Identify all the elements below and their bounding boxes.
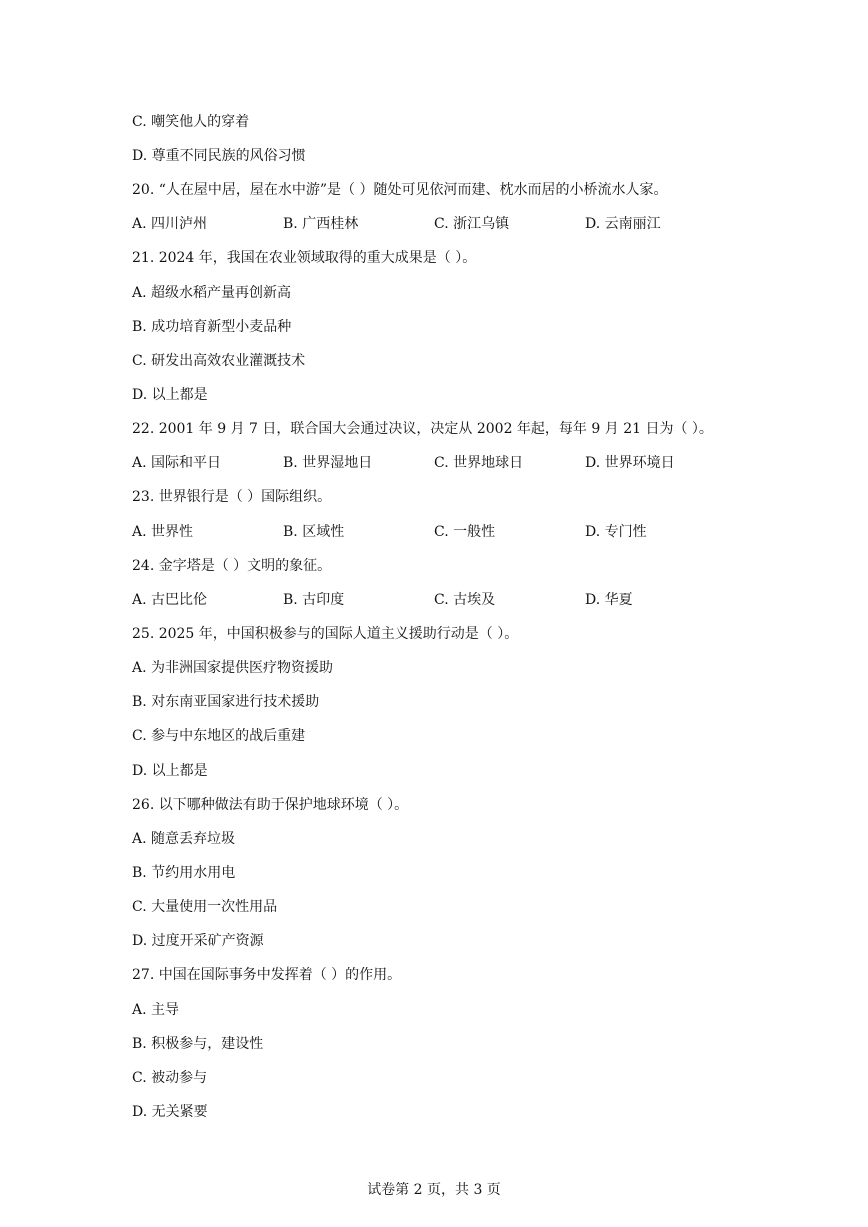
option-a: A. 四川泸州: [132, 216, 208, 232]
question-24: 24. 金字塔是（ ）文明的象征。: [132, 558, 332, 574]
option-line: D. 以上都是: [132, 387, 208, 403]
option-line: C. 嘲笑他人的穿着: [132, 114, 250, 130]
option-line: D. 过度开采矿产资源: [132, 933, 264, 949]
option-d: D. 世界环境日: [585, 455, 675, 471]
option-line: B. 积极参与，建设性: [132, 1036, 264, 1052]
option-a: A. 世界性: [132, 524, 194, 540]
option-line: A. 主导: [132, 1002, 180, 1018]
option-d: D. 华夏: [585, 592, 633, 608]
option-line: D. 尊重不同民族的风俗习惯: [132, 148, 306, 164]
option-line: B. 节约用水用电: [132, 865, 236, 881]
option-d: D. 云南丽江: [585, 216, 661, 232]
option-b: B. 区域性: [283, 524, 345, 540]
option-line: A. 超级水稻产量再创新高: [132, 285, 292, 301]
option-line: B. 对东南亚国家进行技术援助: [132, 694, 320, 710]
option-line: C. 参与中东地区的战后重建: [132, 728, 306, 744]
option-line: B. 成功培育新型小麦品种: [132, 319, 292, 335]
question-25: 25. 2025 年，中国积极参与的国际人道主义援助行动是（ ）。: [132, 626, 519, 642]
option-line: A. 随意丢弃垃圾: [132, 831, 236, 847]
question-26: 26. 以下哪种做法有助于保护地球环境（ ）。: [132, 797, 409, 813]
options-row-22: [132, 453, 832, 473]
option-d: D. 专门性: [585, 524, 647, 540]
question-23: 23. 世界银行是（ ）国际组织。: [132, 489, 332, 505]
option-a: A. 古巴比伦: [132, 592, 208, 608]
option-b: B. 广西桂林: [283, 216, 359, 232]
option-line: A. 为非洲国家提供医疗物资援助: [132, 660, 334, 676]
option-line: C. 大量使用一次性用品: [132, 899, 278, 915]
question-22: 22. 2001 年 9 月 7 日，联合国大会通过决议，决定从 2002 年起，每年 9 月 21 日为（ ）。: [132, 421, 713, 437]
option-a: A. 国际和平日: [132, 455, 222, 471]
options-row-24: [132, 590, 832, 610]
option-b: B. 古印度: [283, 592, 345, 608]
options-row-23: [132, 522, 832, 542]
option-b: B. 世界湿地日: [283, 455, 373, 471]
page-footer: 试卷第 2 页，共 3 页: [367, 1182, 501, 1198]
option-c: C. 古埃及: [434, 592, 496, 608]
options-row-20: [132, 214, 832, 234]
option-c: C. 浙江乌镇: [434, 216, 510, 232]
option-line: D. 以上都是: [132, 763, 208, 779]
option-c: C. 世界地球日: [434, 455, 524, 471]
question-21: 21. 2024 年，我国在农业领域取得的重大成果是（ ）。: [132, 250, 477, 266]
option-line: C. 被动参与: [132, 1070, 208, 1086]
question-20: 20. “人在屋中居，屋在水中游”是（ ）随处可见依河而建、枕水而居的小桥流水人家。: [132, 182, 668, 198]
option-line: C. 研发出高效农业灌溉技术: [132, 353, 306, 369]
option-line: D. 无关紧要: [132, 1104, 208, 1120]
option-c: C. 一般性: [434, 524, 496, 540]
question-27: 27. 中国在国际事务中发挥着（ ）的作用。: [132, 967, 402, 983]
